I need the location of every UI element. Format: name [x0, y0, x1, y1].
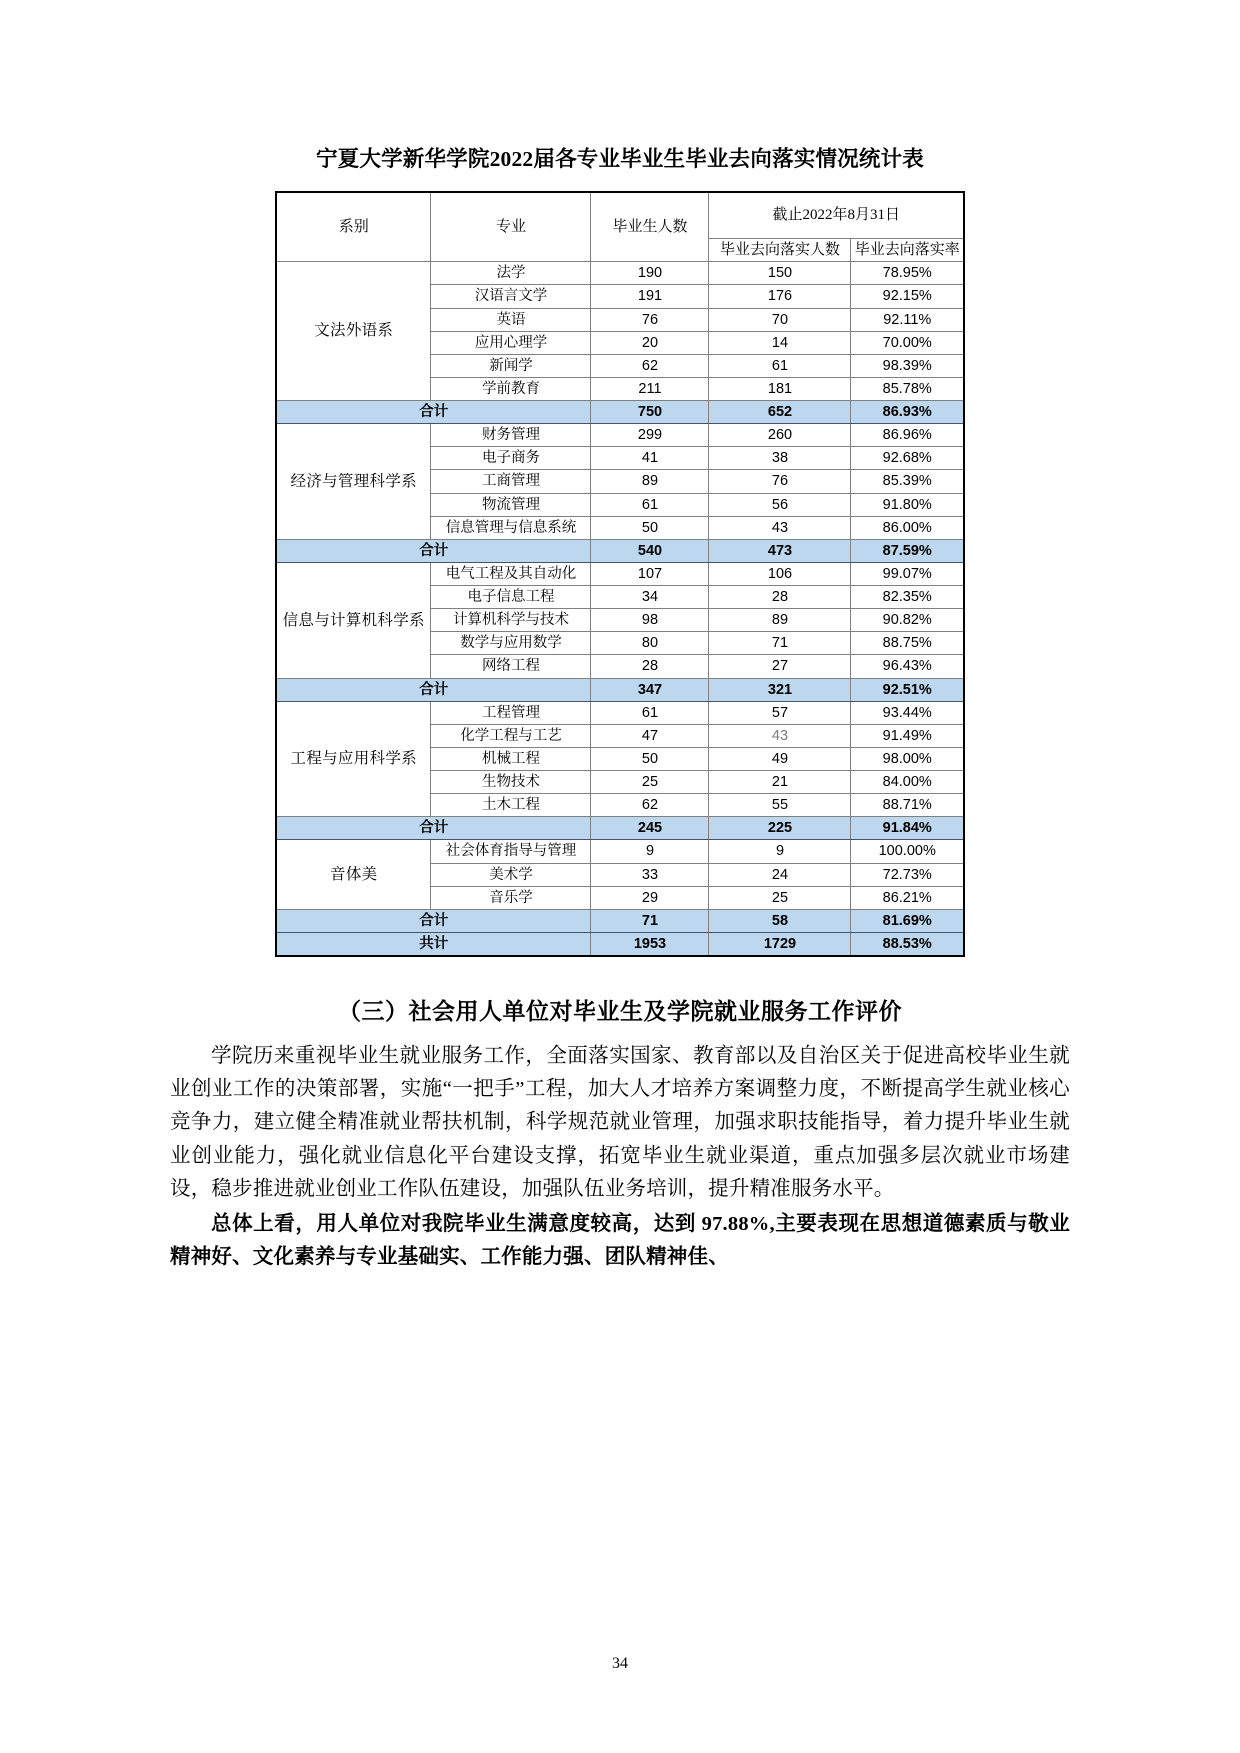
employed-count-cell: 43 [709, 724, 851, 747]
header-employed-count: 毕业去向落实人数 [709, 238, 851, 262]
employed-count-cell: 89 [709, 609, 851, 632]
graduates-count-cell: 34 [591, 586, 709, 609]
graduates-count-cell: 76 [591, 308, 709, 331]
dept-name-cell: 工程与应用科学系 [276, 701, 431, 817]
section-heading: （三）社会用人单位对毕业生及学院就业服务工作评价 [338, 999, 902, 1024]
subtotal-label-cell: 合计 [276, 909, 591, 932]
employed-rate-cell: 88.71% [851, 794, 964, 817]
table-row [276, 562, 964, 585]
graduates-count-cell: 89 [591, 470, 709, 493]
graduates-count-cell: 107 [591, 562, 709, 585]
subtotal-graduates-cell: 750 [591, 401, 709, 424]
graduates-count-cell: 25 [591, 771, 709, 794]
employed-rate-cell: 92.15% [851, 285, 964, 308]
graduates-count-cell: 80 [591, 632, 709, 655]
grandtotal-label-cell: 共计 [276, 932, 591, 956]
major-name-cell: 生物技术 [431, 771, 591, 794]
major-name-cell: 土木工程 [431, 794, 591, 817]
graduates-count-cell: 61 [591, 701, 709, 724]
subtotal-rate-cell: 86.93% [851, 401, 964, 424]
employed-rate-cell: 84.00% [851, 771, 964, 794]
employed-rate-cell: 90.82% [851, 609, 964, 632]
employed-count-cell: 56 [709, 493, 851, 516]
graduates-count-cell: 9 [591, 840, 709, 863]
table-grandtotal-row [276, 932, 964, 956]
subtotal-rate-cell: 87.59% [851, 539, 964, 562]
employed-rate-cell: 78.95% [851, 262, 964, 285]
subtotal-label-cell: 合计 [276, 678, 591, 701]
table-row [276, 701, 964, 724]
major-name-cell: 物流管理 [431, 493, 591, 516]
header-graduates: 毕业生人数 [591, 192, 709, 262]
employed-count-cell: 28 [709, 586, 851, 609]
major-name-cell: 工程管理 [431, 701, 591, 724]
major-name-cell: 应用心理学 [431, 331, 591, 354]
subtotal-employed-cell: 321 [709, 678, 851, 701]
subtotal-employed-cell: 652 [709, 401, 851, 424]
grandtotal-employed-cell: 1729 [709, 932, 851, 956]
employed-rate-cell: 86.21% [851, 886, 964, 909]
table-subtotal-row [276, 401, 964, 424]
table-subtotal-row [276, 817, 964, 840]
major-name-cell: 学前教育 [431, 377, 591, 400]
graduates-count-cell: 41 [591, 447, 709, 470]
paragraph-satisfaction: 总体上看，用人单位对我院毕业生满意度较高，达到 97.88%,主要表现在思想道德素质与敬业精神好、文化素养与专业基础实、工作能力强、团队精神佳、 [170, 1213, 1070, 1269]
employed-count-cell: 260 [709, 424, 851, 447]
subtotal-graduates-cell: 245 [591, 817, 709, 840]
subtotal-graduates-cell: 347 [591, 678, 709, 701]
header-group-date: 截止2022年8月31日 [709, 192, 964, 238]
subtotal-rate-cell: 92.51% [851, 678, 964, 701]
employed-rate-cell: 86.00% [851, 516, 964, 539]
subtotal-employed-cell: 58 [709, 909, 851, 932]
major-name-cell: 机械工程 [431, 747, 591, 770]
employed-count-cell: 14 [709, 331, 851, 354]
graduates-count-cell: 20 [591, 331, 709, 354]
paragraph-employment-service: 学院历来重视毕业生就业服务工作，全面落实国家、教育部以及自治区关于促进高校毕业生就业创业工作的决策部署，实施“一把手”工程，加大人才培养方案调整力度，不断提高学生就业核心竞争力，建立健全精准就业帮扶机制，科学规范就业管理，加强求职技能指导，着力提升毕业生就业创业能力，强化就业信息化平台建设支撑，拓宽毕业生就业渠道，重点加强多层次就业市场建设，稳步推进就业创业工作队伍建设，加强队伍业务培训，提升精准服务水平。 [170, 1045, 1070, 1200]
employed-rate-cell: 70.00% [851, 331, 964, 354]
employed-rate-cell: 91.49% [851, 724, 964, 747]
employed-rate-cell: 88.75% [851, 632, 964, 655]
subtotal-graduates-cell: 71 [591, 909, 709, 932]
employed-count-cell: 43 [709, 516, 851, 539]
employed-rate-cell: 93.44% [851, 701, 964, 724]
graduates-count-cell: 191 [591, 285, 709, 308]
employed-rate-cell: 92.68% [851, 447, 964, 470]
table-row [276, 424, 964, 447]
employed-count-cell: 55 [709, 794, 851, 817]
employed-rate-cell: 92.11% [851, 308, 964, 331]
graduates-count-cell: 47 [591, 724, 709, 747]
header-dept: 系别 [276, 192, 431, 262]
employed-count-cell: 176 [709, 285, 851, 308]
major-name-cell: 计算机科学与技术 [431, 609, 591, 632]
employed-rate-cell: 82.35% [851, 586, 964, 609]
employed-rate-cell: 85.78% [851, 377, 964, 400]
major-name-cell: 工商管理 [431, 470, 591, 493]
subtotal-employed-cell: 473 [709, 539, 851, 562]
employed-rate-cell: 85.39% [851, 470, 964, 493]
employed-count-cell: 49 [709, 747, 851, 770]
subtotal-employed-cell: 225 [709, 817, 851, 840]
grandtotal-graduates-cell: 1953 [591, 932, 709, 956]
page-number: 34 [612, 1655, 628, 1672]
employed-count-cell: 76 [709, 470, 851, 493]
subtotal-label-cell: 合计 [276, 817, 591, 840]
employed-count-cell: 61 [709, 354, 851, 377]
employed-rate-cell: 86.96% [851, 424, 964, 447]
employed-rate-cell: 98.39% [851, 354, 964, 377]
graduates-count-cell: 61 [591, 493, 709, 516]
major-name-cell: 财务管理 [431, 424, 591, 447]
graduates-count-cell: 29 [591, 886, 709, 909]
employed-rate-cell: 91.80% [851, 493, 964, 516]
major-name-cell: 网络工程 [431, 655, 591, 678]
table-header-row-1 [276, 192, 964, 238]
graduates-count-cell: 28 [591, 655, 709, 678]
major-name-cell: 电子信息工程 [431, 586, 591, 609]
employed-count-cell: 25 [709, 886, 851, 909]
major-name-cell: 电子商务 [431, 447, 591, 470]
employed-count-cell: 181 [709, 377, 851, 400]
employed-rate-cell: 96.43% [851, 655, 964, 678]
major-name-cell: 数学与应用数学 [431, 632, 591, 655]
employed-count-cell: 150 [709, 262, 851, 285]
employed-count-cell: 57 [709, 701, 851, 724]
table-subtotal-row [276, 539, 964, 562]
subtotal-graduates-cell: 540 [591, 539, 709, 562]
table-subtotal-row [276, 678, 964, 701]
major-name-cell: 信息管理与信息系统 [431, 516, 591, 539]
subtotal-label-cell: 合计 [276, 401, 591, 424]
employed-count-cell: 106 [709, 562, 851, 585]
header-major: 专业 [431, 192, 591, 262]
grandtotal-rate-cell: 88.53% [851, 932, 964, 956]
dept-name-cell: 文法外语系 [276, 262, 431, 401]
employed-rate-cell: 72.73% [851, 863, 964, 886]
employed-count-cell: 70 [709, 308, 851, 331]
graduates-count-cell: 50 [591, 747, 709, 770]
graduates-count-cell: 62 [591, 354, 709, 377]
dept-name-cell: 信息与计算机科学系 [276, 562, 431, 678]
table-title: 宁夏大学新华学院2022届各专业毕业生毕业去向落实情况统计表 [315, 147, 924, 171]
employed-count-cell: 38 [709, 447, 851, 470]
employed-rate-cell: 98.00% [851, 747, 964, 770]
dept-name-cell: 音体美 [276, 840, 431, 909]
major-name-cell: 化学工程与工艺 [431, 724, 591, 747]
table-row [276, 840, 964, 863]
dept-name-cell: 经济与管理科学系 [276, 424, 431, 540]
subtotal-label-cell: 合计 [276, 539, 591, 562]
major-name-cell: 美术学 [431, 863, 591, 886]
graduates-count-cell: 211 [591, 377, 709, 400]
employed-count-cell: 21 [709, 771, 851, 794]
major-name-cell: 电气工程及其自动化 [431, 562, 591, 585]
employed-count-cell: 24 [709, 863, 851, 886]
major-name-cell: 音乐学 [431, 886, 591, 909]
employed-count-cell: 9 [709, 840, 851, 863]
major-name-cell: 汉语言文学 [431, 285, 591, 308]
major-name-cell: 社会体育指导与管理 [431, 840, 591, 863]
subtotal-rate-cell: 81.69% [851, 909, 964, 932]
table-row [276, 262, 964, 285]
graduates-count-cell: 98 [591, 609, 709, 632]
major-name-cell: 英语 [431, 308, 591, 331]
employed-count-cell: 27 [709, 655, 851, 678]
graduates-count-cell: 62 [591, 794, 709, 817]
header-employed-rate: 毕业去向落实率 [851, 238, 964, 262]
major-name-cell: 新闻学 [431, 354, 591, 377]
employed-rate-cell: 100.00% [851, 840, 964, 863]
graduates-count-cell: 299 [591, 424, 709, 447]
table-subtotal-row [276, 909, 964, 932]
employed-count-cell: 71 [709, 632, 851, 655]
graduate-employment-table [275, 191, 965, 957]
graduates-count-cell: 190 [591, 262, 709, 285]
graduates-count-cell: 50 [591, 516, 709, 539]
subtotal-rate-cell: 91.84% [851, 817, 964, 840]
major-name-cell: 法学 [431, 262, 591, 285]
employed-rate-cell: 99.07% [851, 562, 964, 585]
graduates-count-cell: 33 [591, 863, 709, 886]
